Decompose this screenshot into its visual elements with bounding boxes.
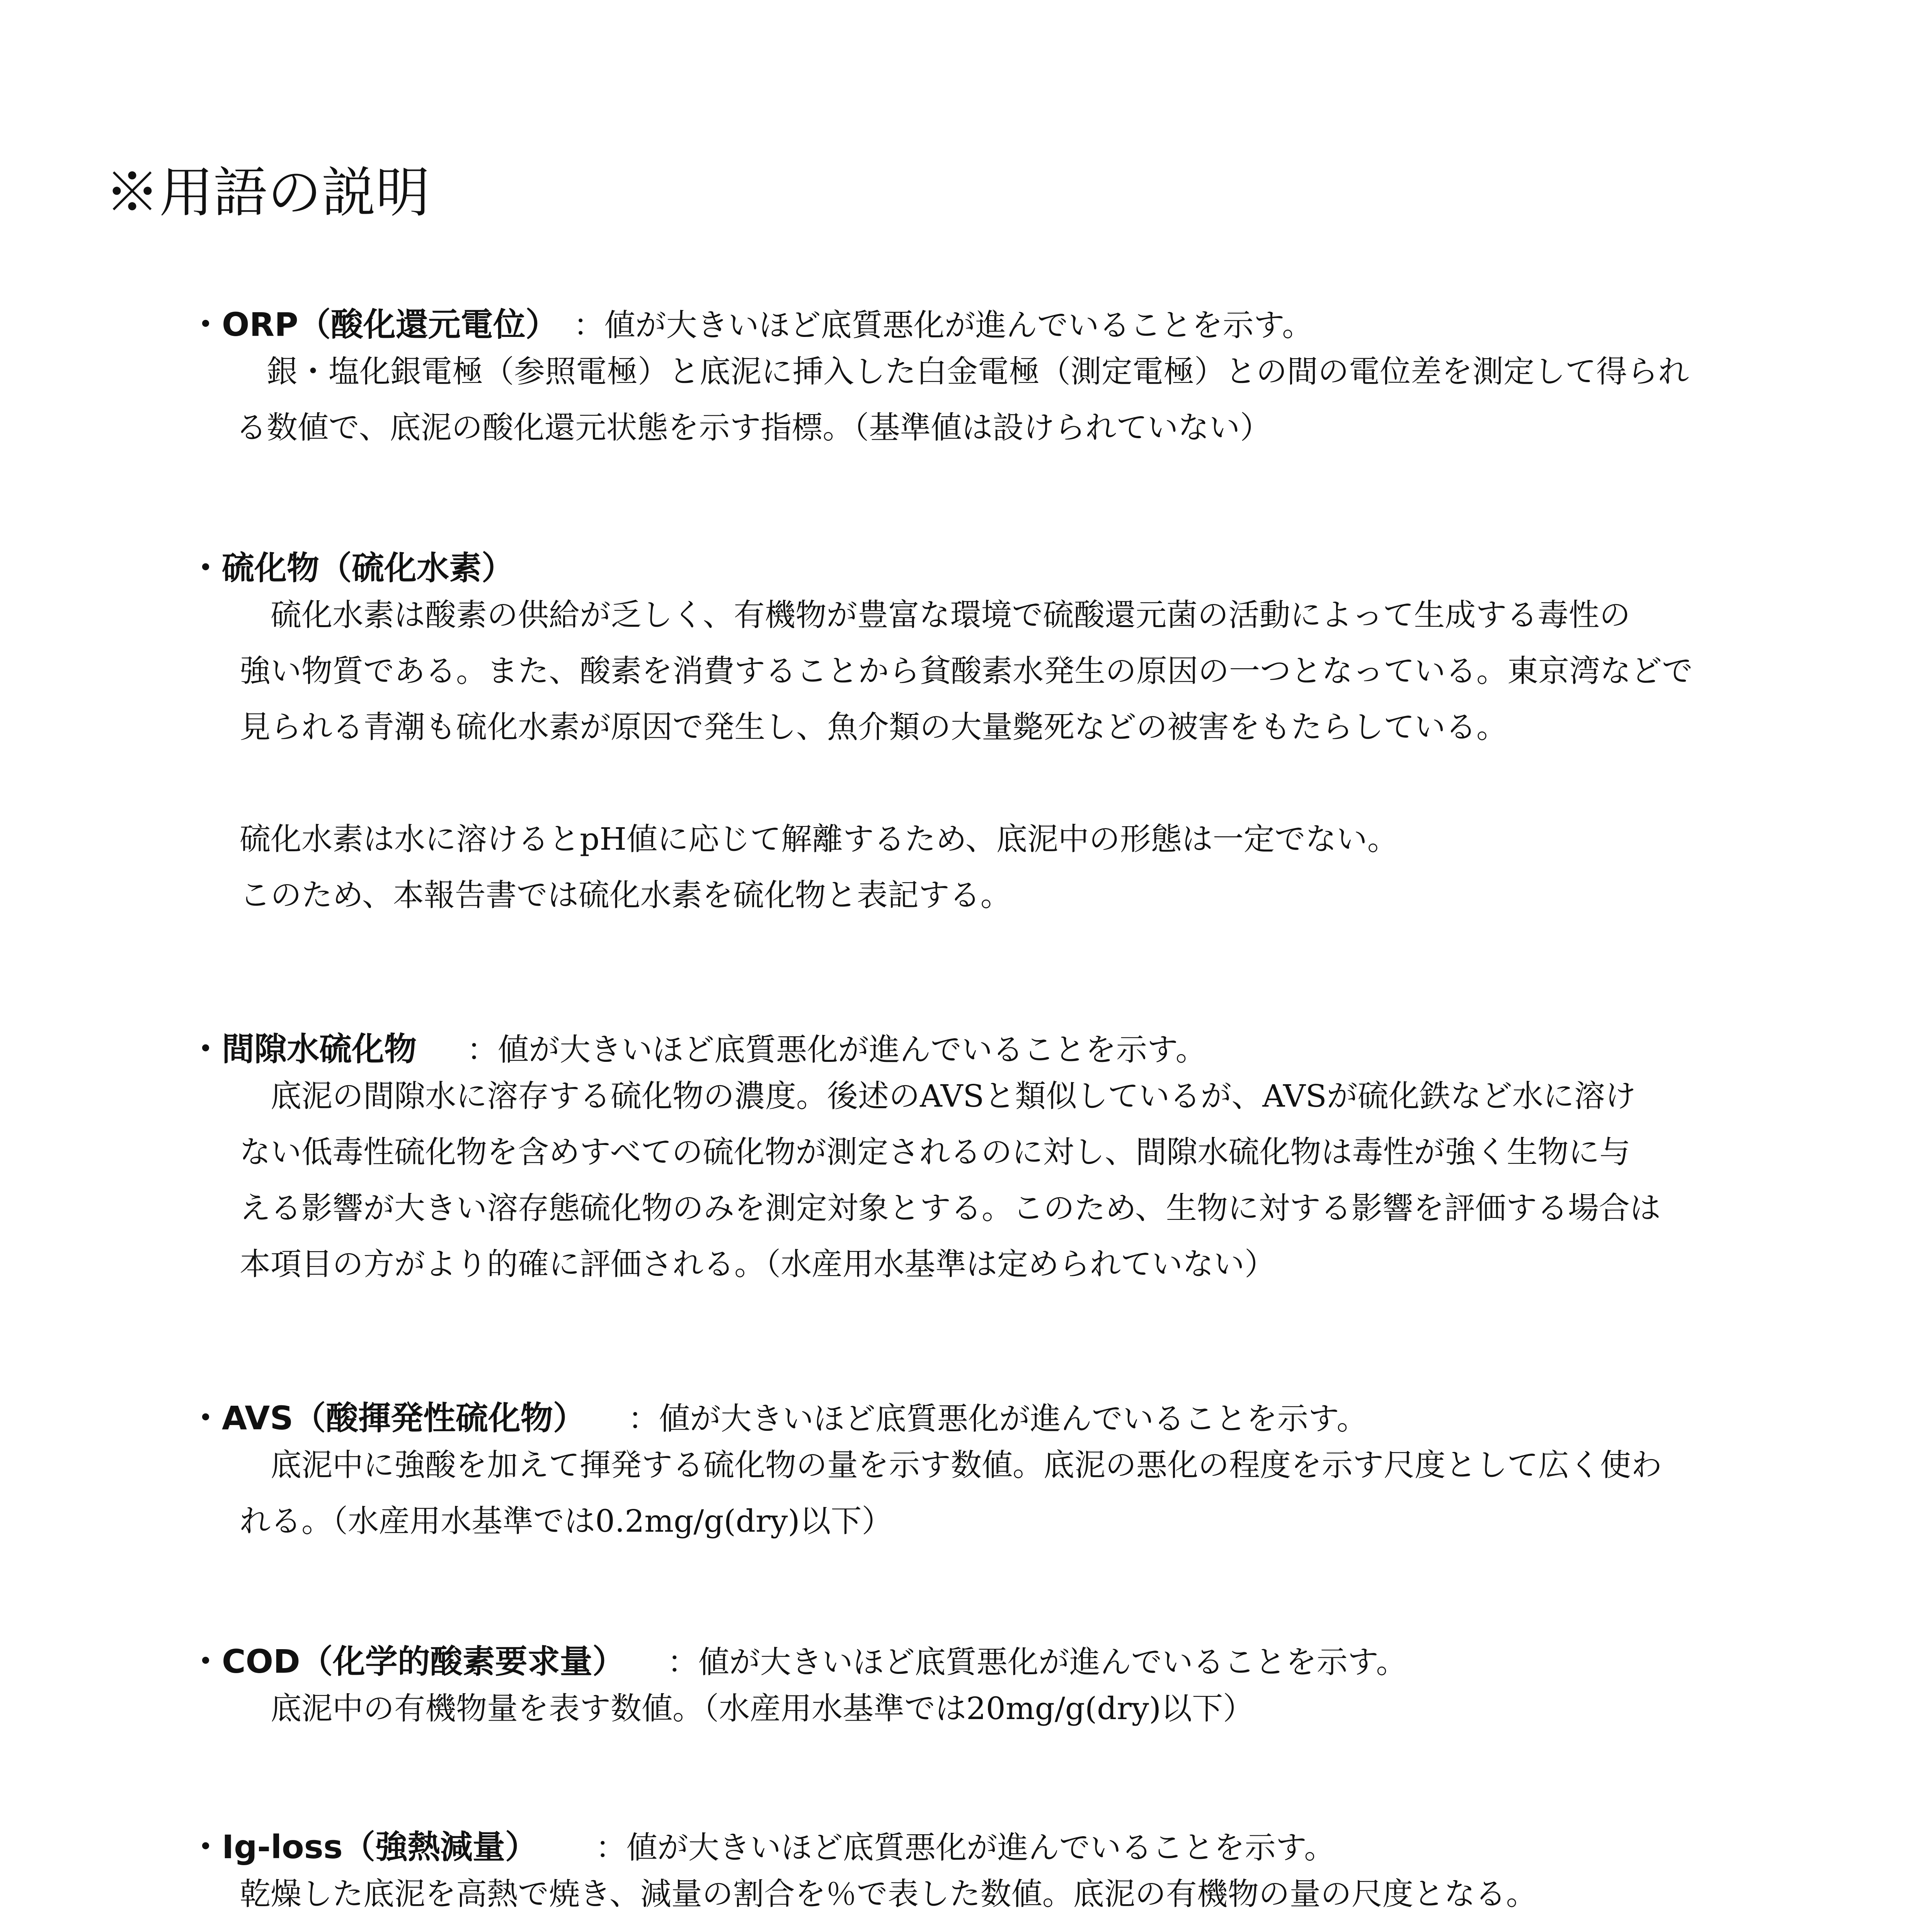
body-line: 乾燥した底泥を高熱で焼き、減量の割合を％で表した数値。底泥の有機物の量の尺度となる。 [240,1876,1537,1912]
body-line: 強い物質である。また、酸素を消費することから貧酸素水発生の原因の一つとなっている。東京湾などで [240,653,1693,689]
body-line: 底泥の間隙水に溶存する硫化物の濃度。後述のAVSと類似しているが、AVSが硫化鉄など水に溶け [240,1078,1636,1114]
term-section-cod [189,1638,1813,1741]
term-heading [189,301,1813,348]
term-name: ・Ig-loss（強熱減量） [189,1828,538,1866]
body-line: 底泥中に強酸を加えて揮発する硫化物の量を示す数値。底泥の悪化の程度を示す尺度として広く使わ [240,1447,1662,1483]
term-name: ・AVS（酸揮発性硫化物） [189,1399,586,1437]
term-heading [189,1395,1813,1441]
term-name: ・硫化物（硫化水素） [189,549,514,587]
body-line: ない低毒性硫化物を含めすべての硫化物が測定されるのに対し、間隙水硫化物は毒性が強く生物に与 [240,1134,1631,1170]
body-line: 本項目の方がより的確に評価される。（水産用水基準は定められていない） [240,1246,1275,1282]
term-section-sulfide [189,545,1813,927]
term-heading [189,545,1813,591]
term-name: ・ORP（酸化還元電位） [189,306,558,344]
term-section-ig-loss [189,1824,1813,1932]
term-heading [189,1824,1813,1870]
body-line: 銀・塩化銀電極（参照電極）と底泥に挿入した白金電極（測定電極）との間の電位差を測定して得られ [236,354,1689,389]
term-summary: ：値が大きいほど底質悪化が進んでいることを示す。 [467,1032,1207,1068]
term-heading [189,1638,1813,1685]
body-line: 見られる青潮も硫化水素が原因で発生し、魚介類の大量斃死などの被害をもたらしている。 [240,709,1507,745]
term-summary: ：値が大きいほど底質悪化が進んでいることを示す。 [628,1401,1368,1437]
body-line: える影響が大きい溶存態硫化物のみを測定対象とする。このため、生物に対する影響を評価する場合は [240,1190,1661,1226]
term-section-avs [189,1395,1813,1553]
body-line: 硫化水素は水に溶けるとpH値に応じて解離するため、底泥中の形態は一定でない。 [240,821,1398,857]
body-line [189,1926,1813,1932]
term-name: ・間隙水硫化物 [189,1030,417,1068]
term-section-orp [189,301,1813,460]
body-line: このため、本報告書では硫化水素を硫化物と表記する。 [240,877,1011,913]
body-line: れる。（水産用水基準では0.2mg/g(dry)以下） [240,1503,893,1539]
term-section-pore-water-sulfide [189,1026,1813,1296]
term-summary: ：値が大きいほど底質悪化が進んでいることを示す。 [595,1830,1335,1866]
term-summary: ：値が大きいほど底質悪化が進んでいることを示す。 [573,307,1313,343]
term-heading [189,1026,1813,1072]
body-line: 底泥中の有機物量を表す数値。（水産用水基準では20mg/g(dry)以下） [240,1690,1254,1726]
page-title: ※用語の説明 [105,162,430,224]
body-line: る数値で、底泥の酸化還元状態を示す指標。（基準値は設けられていない） [236,410,1271,446]
term-summary: ：値が大きいほど底質悪化が進んでいることを示す。 [667,1644,1407,1680]
body-line: 硫化水素は酸素の供給が乏しく、有機物が豊富な環境で硫酸還元菌の活動によって生成する毒性の [240,597,1631,633]
body-line [189,759,1813,815]
term-name: ・COD（化学的酸素要求量） [189,1643,625,1680]
